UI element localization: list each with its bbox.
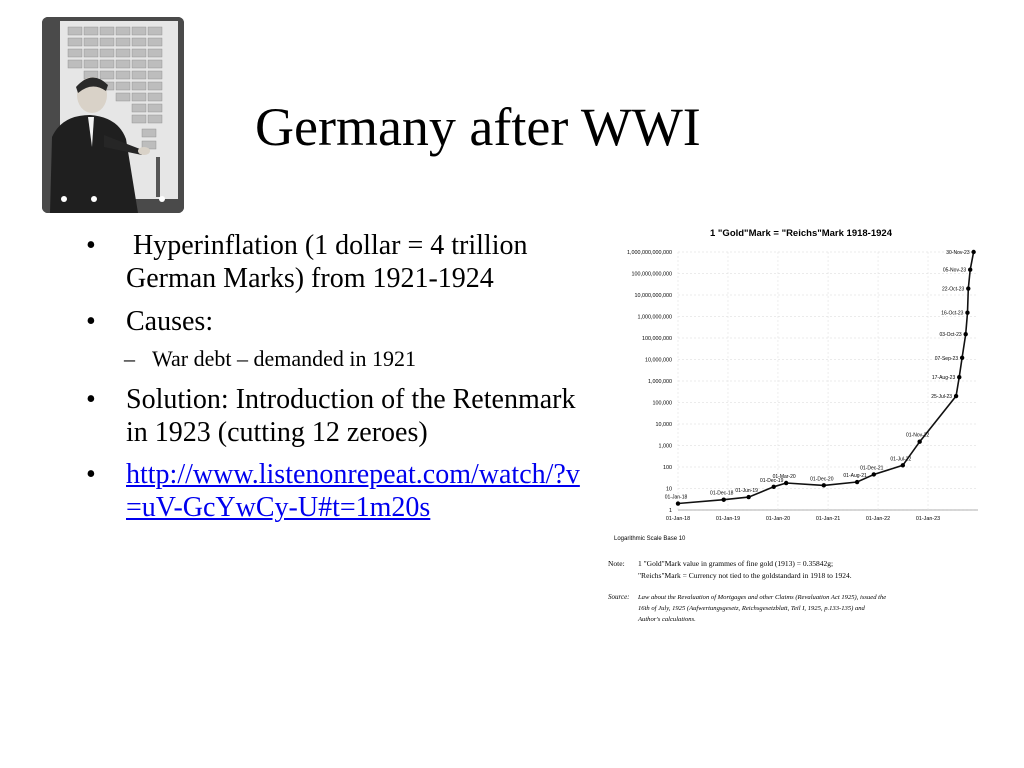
data-point <box>963 332 967 336</box>
y-tick-label: 1,000,000,000,000 <box>627 250 672 256</box>
sub-bullet-text: War debt – demanded in 1921 <box>152 346 416 372</box>
banknote-wall-photo <box>42 17 184 213</box>
data-label: 01-Jun-19 <box>735 488 758 495</box>
y-tick-label: 100,000,000,000 <box>631 271 672 278</box>
y-tick-label: 100,000 <box>652 400 672 407</box>
data-label: 01-Nov-22 <box>905 432 930 439</box>
bullet-marker: • <box>86 305 96 337</box>
chart-notes <box>608 559 886 623</box>
data-label: 17-Aug-23 <box>931 375 956 382</box>
x-tick-label: 01-Jan-19 <box>715 516 741 522</box>
source-line-1: Law about the Revaluation of Mortgages and other Claims (Revaluation Act 1925), issued the <box>638 594 887 601</box>
series-line <box>678 252 974 504</box>
bullet-text: Solution: Introduction of the Retenmark in 1923 (cutting 12 zeroes) <box>126 383 576 448</box>
data-label: 01-Dec-19 <box>760 477 784 484</box>
data-point <box>957 375 961 379</box>
data-label: 01-Jan-18 <box>664 494 688 501</box>
x-tick-label: 01-Jan-21 <box>815 516 841 522</box>
data-point <box>917 440 921 444</box>
data-point <box>822 483 826 487</box>
y-tick-label: 10,000 <box>655 422 672 428</box>
source-label: Source: <box>608 593 630 601</box>
sub-bullet-marker: – <box>124 346 135 372</box>
bullet-marker: • <box>86 383 96 415</box>
data-label: 16-Oct-23 <box>941 310 964 317</box>
y-tick-label: 1 <box>669 508 672 514</box>
scale-note: Logarithmic Scale Base 10 <box>614 536 686 542</box>
data-label: 01-Dec-20 <box>810 476 834 483</box>
data-point <box>971 250 975 254</box>
data-point <box>965 311 969 315</box>
data-label: 01-Dec-21 <box>860 465 884 472</box>
data-label: 07-Sep-23 <box>934 355 959 362</box>
data-label: 22-Oct-23 <box>942 286 965 293</box>
y-tick-label: 10,000,000,000 <box>634 293 672 299</box>
data-label: 01-Aug-21 <box>843 473 867 480</box>
source-line-3: Author's calculations. <box>638 616 696 623</box>
x-tick-label: 01-Jan-23 <box>915 516 941 522</box>
bullet-text: Hyperinflation (1 dollar = 4 trillion German Marks) from 1921-1924 <box>126 230 535 294</box>
data-point <box>901 463 905 467</box>
data-point <box>855 480 859 484</box>
bullet-causes <box>80 306 580 339</box>
sub-bullet-war-debt <box>80 346 580 372</box>
data-point <box>676 501 680 505</box>
bullet-link <box>80 459 580 525</box>
note-line-1: 1 "Gold"Mark value in grammes of fine gold (1913) = 0.35842g; <box>638 559 834 568</box>
data-label: 03-Oct-23 <box>939 332 962 339</box>
slide-title: Germany after WWI <box>255 97 701 157</box>
y-tick-label: 1,000,000 <box>648 379 672 385</box>
data-label: 01-Jul-22 <box>890 456 912 463</box>
bullet-text: Causes: <box>126 305 214 337</box>
data-point <box>722 498 726 502</box>
x-tick-label: 01-Jan-18 <box>665 516 691 522</box>
data-point <box>966 286 970 290</box>
x-tick-label: 01-Jan-20 <box>765 516 791 522</box>
data-label: 05-Nov-23 <box>942 267 967 274</box>
data-point <box>784 481 788 485</box>
bullet-hyperinflation <box>80 230 580 296</box>
y-tick-label: 1,000 <box>658 443 672 450</box>
y-tick-label: 100 <box>663 465 672 471</box>
data-point <box>960 356 964 360</box>
data-point <box>746 495 750 499</box>
video-link[interactable]: http://www.listenonrepeat.com/watch/?v=uV-GcYwCy-U#t=1m20s <box>126 459 580 524</box>
data-label: 30-Nov-23 <box>946 250 970 256</box>
data-label: 01-Dec-18 <box>710 490 734 497</box>
data-point <box>872 472 876 476</box>
note-line-2: "Reichs"Mark = Currency not tied to the goldstandard in 1918 to 1924. <box>638 571 852 580</box>
y-tick-label: 100,000,000 <box>642 336 672 342</box>
source-line-2: 16th of July, 1925 (Aufwertungsgesetz, Reichsgesetzblatt, Teil I, 1925, p.133-135) and <box>638 605 865 612</box>
chart-title: 1 "Gold"Mark = "Reichs"Mark 1918-1924 <box>710 228 892 239</box>
inflation-chart-svg <box>606 222 996 632</box>
x-tick-label: 01-Jan-22 <box>865 516 891 522</box>
y-tick-label: 10 <box>666 486 672 493</box>
data-label: 25-Jul-23 <box>931 394 953 401</box>
bullet-list <box>80 230 580 535</box>
inflation-chart <box>606 222 996 632</box>
bullet-marker: • <box>86 230 96 261</box>
data-label: 01-Mar-20 <box>772 474 796 481</box>
note-label: Note: <box>608 559 625 568</box>
data-point <box>954 394 958 398</box>
data-point <box>968 268 972 272</box>
bullet-marker: • <box>86 459 96 491</box>
y-tick-label: 10,000,000 <box>645 357 672 364</box>
bullet-solution <box>80 384 580 450</box>
data-point <box>772 485 776 489</box>
y-tick-label: 1,000,000,000 <box>637 314 672 321</box>
